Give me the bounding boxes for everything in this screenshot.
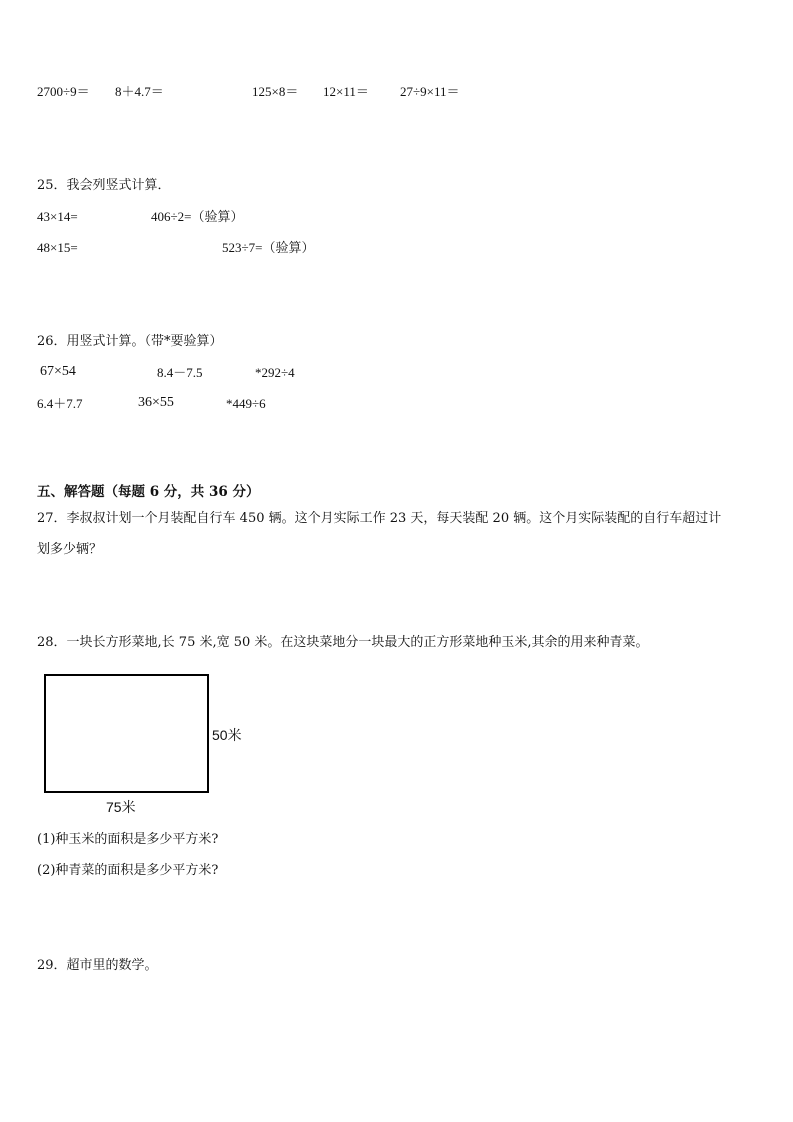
q25-expr-3: 48×15= — [37, 240, 78, 255]
oral-expr-2: 8＋4.7＝ — [115, 84, 164, 99]
q25-expr-4: 523÷7=（验算） — [222, 240, 315, 255]
oral-expr-4: 12×11＝ — [323, 84, 369, 99]
q26-title: 26．用竖式计算。（带*要验算） — [37, 334, 223, 349]
q26-expr-5: 36×55 — [138, 395, 174, 410]
q25-expr-2: 406÷2=（验算） — [151, 209, 244, 224]
q26-expr-1: 67×54 — [40, 364, 76, 379]
q27-line-1: 27．李叔叔计划一个月装配自行车 450 辆。这个月实际工作 23 天，每天装配 20 辆。这个月实际装配的自行车超过计 — [37, 511, 722, 526]
q28-sub-question-2: (2)种青菜的面积是多少平方米? — [37, 863, 219, 878]
q29-title: 29．超市里的数学。 — [37, 958, 158, 973]
oral-expr-5: 27÷9×11＝ — [400, 84, 460, 99]
oral-expr-1: 2700÷9＝ — [37, 84, 90, 99]
q25-expr-1: 43×14= — [37, 209, 78, 224]
q26-expr-4: 6.4＋7.7 — [37, 396, 83, 411]
q26-expr-2: 8.4－7.5 — [157, 365, 203, 380]
vegetable-plot-rectangle — [44, 674, 209, 793]
oral-expr-3: 125×8＝ — [252, 84, 299, 99]
q26-expr-3: *292÷4 — [255, 365, 295, 380]
q27-line-2: 划多少辆？ — [37, 542, 103, 557]
q28-sub-question-1: (1)种玉米的面积是多少平方米? — [37, 832, 219, 847]
q26-expr-6: *449÷6 — [226, 396, 266, 411]
plot-width-label: 50米 — [212, 727, 242, 743]
section-5-heading: 五、解答题（每题 6 分，共 36 分） — [37, 484, 260, 500]
plot-length-label: 75米 — [106, 799, 136, 815]
q28-title: 28．一块长方形菜地,长 75 米,宽 50 米。在这块菜地分一块最大的正方形菜地种玉米,其余的用来种青菜。 — [37, 635, 649, 650]
q25-title: 25．我会列竖式计算． — [37, 178, 171, 193]
